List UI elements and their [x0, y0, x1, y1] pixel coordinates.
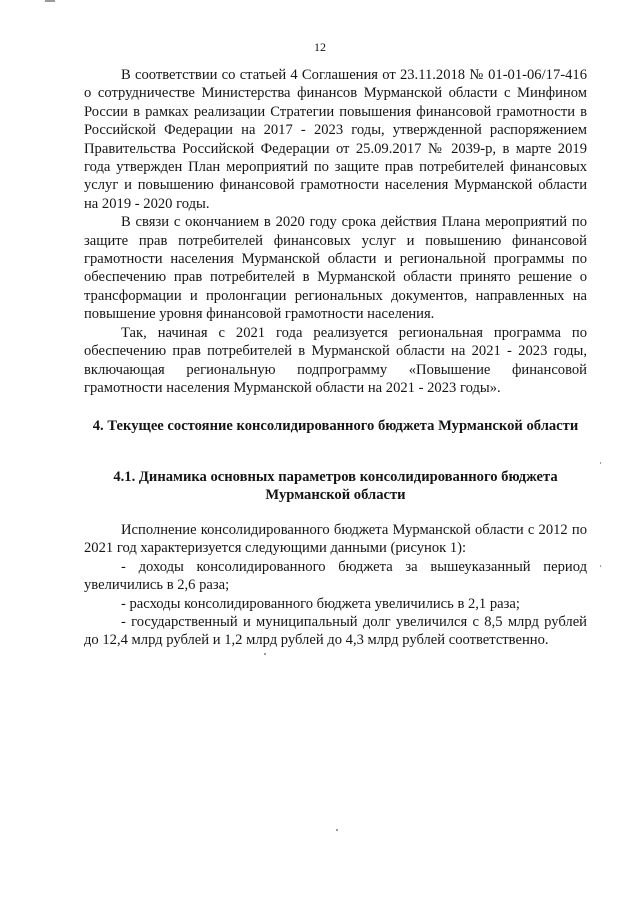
bullet-expenses: - расходы консолидированного бюджета увеличились в 2,1 раза;: [121, 595, 520, 612]
paragraph-regional-program: Так, начиная с 2021 года реализуется региональная программа по обеспечению прав потребителей в Мурманской области на 2021 - 2023 годы, включающая региональную подпрограмму «Повышение финансовой грамотности населения Мурманской области на 2021 - 2023 годы».: [84, 324, 587, 396]
paragraph-plan-expiry: В связи с окончанием в 2020 году срока действия Плана мероприятий по защите прав потребителей финансовых услуг и повышению финансовой грамотности населения Мурманской области и региональной программы по обеспечению прав потребителей в Мурманской области принято решение о трансформации и пролонгации региональных документов, направленных на повышение уровня финансовой грамотности населения.: [84, 214, 587, 323]
subsection-heading-block: [84, 468, 587, 505]
scan-speck: [600, 462, 601, 464]
bullet-revenue: - доходы консолидированного бюджета за вышеуказанный период увеличились в 2,6 раза;: [84, 558, 587, 594]
scan-speck: [600, 565, 601, 567]
section-intro: Исполнение консолидированного бюджета Мурманской области с 2012 по 2021 год характеризуется следующими данными (рисунок 1):: [84, 522, 587, 557]
section-heading-block: [84, 417, 587, 435]
scan-speck: [45, 0, 55, 2]
section-body: [84, 521, 587, 650]
paragraph-agreement: В соответствии со статьей 4 Соглашения от 23.11.2018 № 01-01-06/17-416 о сотрудничестве Министерства финансов Мурманской области с Минфином России в рамках реализации Стратегии повышения финансовой грамотности в Российской Федерации на 2017 - 2023 годы, утвержденной распоряжением Правительства Российской Федерации от 25.09.2017 № 2039-р, в марте 2019 года утвержден План мероприятий по защите прав потребителей финансовых услуг и повышению финансовой грамотности населения Мурманской области на 2019 - 2020 годы.: [84, 67, 587, 212]
subsection-heading: 4.1. Динамика основных параметров консолидированного бюджета Мурманской области: [113, 469, 558, 504]
page-number: 12: [314, 40, 326, 54]
bullet-debt: - государственный и муниципальный долг увеличился с 8,5 млрд рублей до 12,4 млрд рублей и 1,2 млрд рублей до 4,3 млрд рублей соответственно.: [84, 614, 587, 649]
scan-speck: [264, 653, 266, 655]
body-text: [84, 66, 587, 397]
section-heading: 4. Текущее состояние консолидированного бюджета Мурманской области: [92, 418, 579, 434]
scan-speck: [336, 829, 338, 831]
